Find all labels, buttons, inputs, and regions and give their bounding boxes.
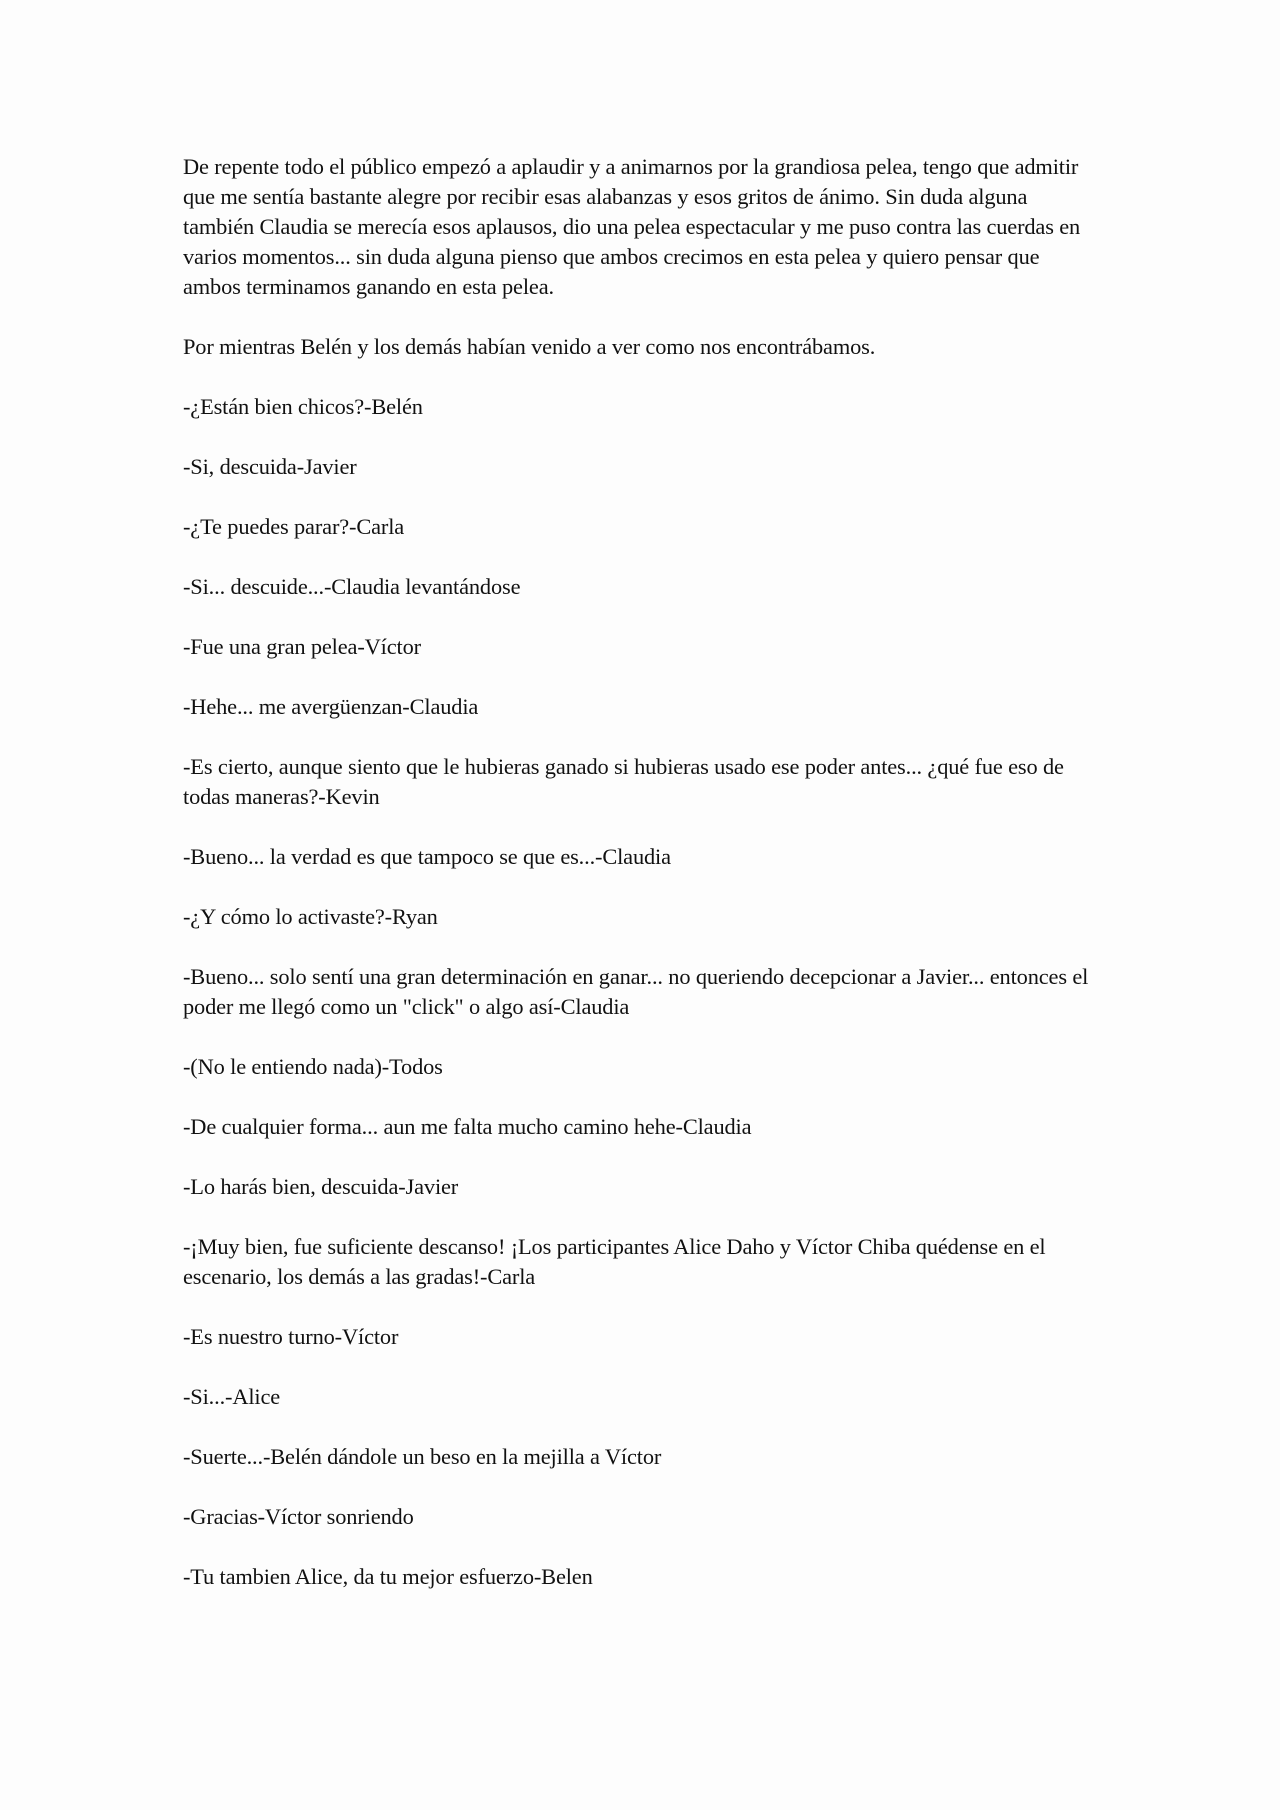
dialogue-line: -¿Te puedes parar?-Carla — [183, 514, 405, 539]
dialogue-line: -Fue una gran pelea-Víctor — [183, 634, 421, 659]
narration-paragraph: Por mientras Belén y los demás habían venido a ver como nos encontrábamos. — [183, 334, 876, 359]
dialogue-line: -Si...-Alice — [183, 1384, 281, 1409]
dialogue-line: -Bueno... la verdad es que tampoco se que es...-Claudia — [183, 844, 671, 869]
dialogue-line: -Bueno... solo sentí una gran determinación en ganar... no queriendo decepcionar a Javier... entonces el poder me llegó como un "click" o algo así-Claudia — [183, 964, 1089, 1019]
dialogue-line: -Lo harás bien, descuida-Javier — [183, 1174, 459, 1199]
dialogue-line: -(No le entiendo nada)-Todos — [183, 1054, 443, 1079]
dialogue-line: -Tu tambien Alice, da tu mejor esfuerzo-Belen — [183, 1564, 593, 1589]
dialogue-line: -De cualquier forma... aun me falta mucho camino hehe-Claudia — [183, 1114, 752, 1139]
dialogue-line: -¡Muy bien, fue suficiente descanso! ¡Los participantes Alice Daho y Víctor Chiba quédense en el escenario, los demás a las gradas!-Carla — [183, 1234, 1046, 1289]
dialogue-line: -¿Y cómo lo activaste?-Ryan — [183, 904, 438, 929]
dialogue-line: -Si, descuida-Javier — [183, 454, 357, 479]
dialogue-line: -Gracias-Víctor sonriendo — [183, 1504, 414, 1529]
dialogue-line: -Suerte...-Belén dándole un beso en la mejilla a Víctor — [183, 1444, 662, 1469]
document-body — [183, 152, 1098, 1622]
dialogue-line: -Hehe... me avergüenzan-Claudia — [183, 694, 479, 719]
dialogue-line: -Es cierto, aunque siento que le hubieras ganado si hubieras usado ese poder antes... ¿qué fue eso de todas maneras?-Kevin — [183, 754, 1064, 809]
narration-paragraph: De repente todo el público empezó a aplaudir y a animarnos por la grandiosa pelea, tengo que admitir que me sentía bastante alegre por recibir esas alabanzas y esos gritos de ánimo. Sin duda alguna también Claudia se merecía esos aplausos, dio una pelea espectacular y me puso contra las cuerdas en varios momentos... sin duda alguna pienso que ambos crecimos en esta pelea y quiero pensar que ambos terminamos ganando en esta pelea. — [183, 154, 1081, 299]
dialogue-line: -Es nuestro turno-Víctor — [183, 1324, 399, 1349]
dialogue-line: -Si... descuide...-Claudia levantándose — [183, 574, 521, 599]
dialogue-line: -¿Están bien chicos?-Belén — [183, 394, 423, 419]
